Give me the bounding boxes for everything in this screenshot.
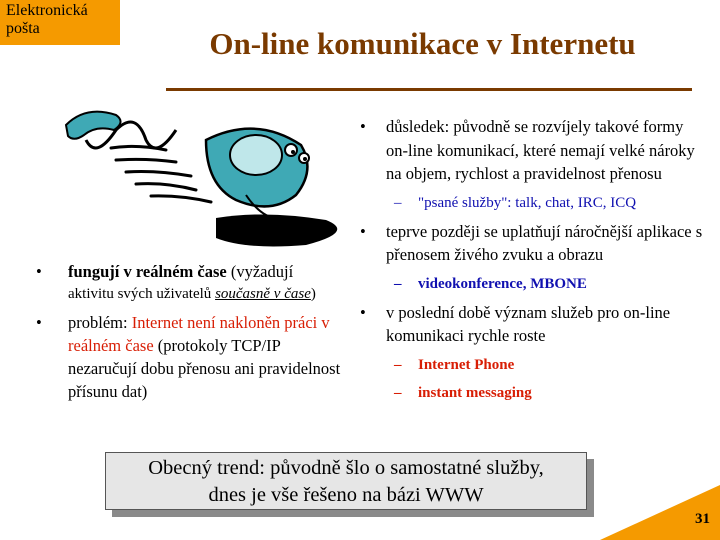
page-number: 31 bbox=[695, 511, 710, 527]
sub-item-videoconference bbox=[356, 273, 706, 295]
internet-phone-text: Internet Phone bbox=[418, 356, 515, 373]
left-column bbox=[34, 260, 344, 409]
bullet-marker: • bbox=[36, 262, 42, 281]
section-label-line2: pošta bbox=[6, 20, 40, 37]
realtime-underlined-text: současně v čase bbox=[215, 286, 311, 302]
left-bullet-realtime bbox=[34, 260, 344, 305]
left-bullet-problem bbox=[34, 311, 344, 403]
dash-marker: – bbox=[394, 356, 402, 373]
realtime-bold-text: fungují v reálném čase bbox=[68, 262, 227, 281]
bullet-marker: • bbox=[360, 117, 366, 136]
recent-text: v poslední době význam služeb pro on-line komunikaci rychle roste bbox=[386, 302, 671, 345]
slide-title: On-line komunikace v Internetu bbox=[209, 26, 636, 61]
bullet-marker: • bbox=[360, 221, 366, 241]
section-label bbox=[0, 0, 120, 45]
dash-marker: – bbox=[394, 194, 402, 211]
dash-marker: – bbox=[394, 275, 402, 292]
problem-red-text: Internet není nakloněn práci v reálném čase bbox=[68, 313, 330, 355]
dash-marker: – bbox=[394, 384, 402, 401]
later-text: teprve později se uplatňují náročnější aplikace s přenosem živého zvuku a obrazu bbox=[386, 221, 703, 264]
realtime-text-line2: aktivitu svých uživatelů bbox=[68, 286, 216, 302]
sub-item-internet-phone bbox=[356, 354, 706, 376]
right-column bbox=[356, 115, 706, 410]
trend-line1: Obecný trend: původně šlo o samostatné služby, bbox=[148, 457, 544, 479]
right-bullet-consequence bbox=[356, 115, 706, 186]
instant-messaging-text: instant messaging bbox=[418, 384, 532, 401]
bullet-marker: • bbox=[360, 302, 366, 322]
realtime-text: (vyžadují bbox=[226, 262, 294, 281]
sub-item-instant-messaging bbox=[356, 382, 706, 404]
written-services-text: "psané služby": talk, chat, IRC, ICQ bbox=[418, 194, 637, 211]
right-bullet-later bbox=[356, 220, 706, 267]
telephone-clipart-icon bbox=[56, 100, 356, 250]
videoconference-text: videokonference, MBONE bbox=[418, 275, 587, 292]
right-bullet-recent bbox=[356, 301, 706, 348]
trend-line2: dnes je vše řešeno na bázi WWW bbox=[208, 484, 484, 506]
section-label-line1: Elektronická bbox=[6, 2, 88, 19]
bullet-marker: • bbox=[36, 313, 42, 332]
consequence-text: důsledek: původně se rozvíjely takové formy on-line komunikací, které nemají velké nároky na objem, rychlost a pravidelnost přenosu bbox=[386, 117, 695, 183]
realtime-close: ) bbox=[310, 286, 316, 302]
sub-item-written-services bbox=[356, 192, 706, 214]
problem-rest: (protokoly TCP/IP nezaručují dobu přenosu ani pravidelnost přísunu dat) bbox=[68, 336, 341, 401]
trend-box bbox=[105, 452, 587, 510]
title-underline bbox=[166, 88, 692, 91]
problem-prefix: problém: bbox=[68, 313, 132, 332]
